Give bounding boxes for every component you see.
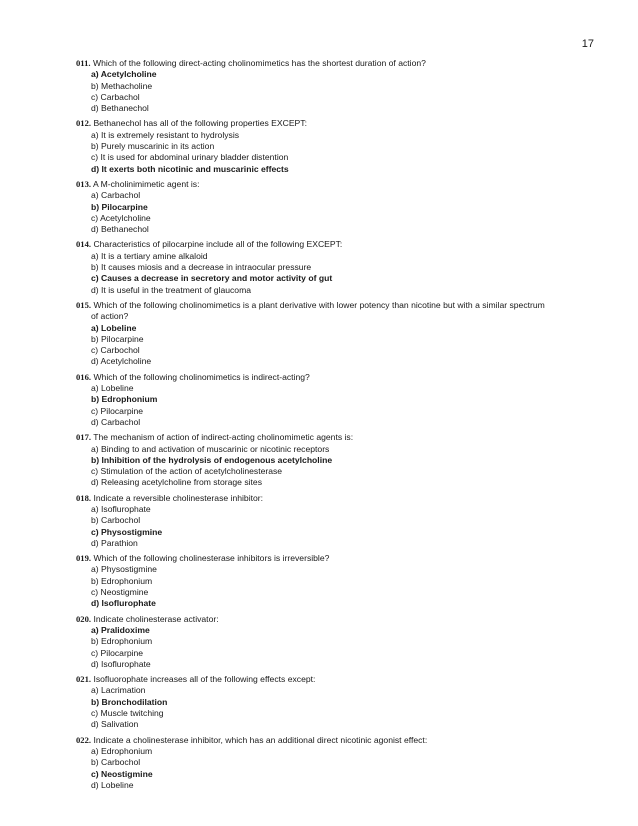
answer-option-correct: a) Acetylcholine — [91, 69, 157, 80]
question-block — [76, 674, 601, 730]
answer-option: b) Edrophonium — [91, 636, 153, 647]
question-line — [76, 239, 601, 250]
question-number: 020. — [76, 613, 92, 624]
question-line — [76, 118, 601, 129]
question-line — [76, 674, 601, 685]
question-block — [76, 239, 601, 295]
answer-option-correct: b) Edrophonium — [91, 394, 158, 405]
answer-options — [76, 323, 601, 368]
question-text: Characteristics of pilocarpine include all of the following EXCEPT: — [93, 239, 343, 250]
question-block — [76, 553, 601, 609]
answer-option: a) Carbachol — [91, 190, 141, 201]
answer-option-correct: c) Neostigmine — [91, 768, 153, 779]
answer-options — [76, 130, 601, 175]
answer-options — [76, 685, 601, 730]
answer-option: d) Lobeline — [91, 779, 134, 790]
answer-option: c) Acetylcholine — [91, 212, 151, 223]
answer-option-correct: c) Causes a decrease in secretory and motor activity of gut — [91, 273, 333, 284]
answer-option: a) It is a tertiary amine alkaloid — [91, 250, 208, 261]
answer-option: c) Muscle twitching — [91, 708, 164, 719]
question-block — [76, 493, 601, 549]
answer-options — [76, 504, 601, 549]
answer-option: c) Pilocarpine — [91, 405, 144, 416]
answer-option: a) Binding to and activation of muscarinic or nicotinic receptors — [91, 443, 330, 454]
answer-option: b) Carbochol — [91, 515, 141, 526]
question-number: 013. — [76, 178, 92, 189]
question-block — [76, 372, 601, 428]
answer-option-correct: b) Pilocarpine — [91, 201, 148, 212]
question-text: Bethanechol has all of the following properties EXCEPT: — [93, 118, 307, 129]
answer-option: c) Pilocarpine — [91, 647, 144, 658]
answer-option: b) Purely muscarinic in its action — [91, 141, 215, 152]
answer-option: d) Bethanechol — [91, 224, 149, 235]
answer-options — [76, 625, 601, 670]
question-line — [76, 179, 601, 190]
answer-option: d) It is useful in the treatment of glaucoma — [91, 284, 252, 295]
question-text: Indicate a reversible cholinesterase inhibitor: — [93, 492, 264, 503]
question-number: 021. — [76, 674, 92, 685]
answer-option-correct: b) Inhibition of the hydrolysis of endogenous acetylcholine — [91, 454, 333, 465]
question-text: The mechanism of action of indirect-acting cholinomimetic agents is: — [93, 432, 354, 443]
question-list — [76, 58, 601, 795]
answer-option: a) Lacrimation — [91, 685, 146, 696]
question-number: 019. — [76, 553, 92, 564]
answer-options — [76, 190, 601, 235]
answer-option: b) It causes miosis and a decrease in intraocular pressure — [91, 262, 312, 273]
question-text: Which of the following direct-acting cholinomimetics has the shortest duration of action? — [92, 58, 426, 68]
question-number: 016. — [76, 371, 92, 382]
question-text-continuation: of action? — [91, 311, 129, 322]
question-block — [76, 432, 601, 488]
answer-option: d) Carbachol — [91, 416, 141, 427]
answer-options — [76, 444, 601, 489]
question-line — [76, 614, 601, 625]
answer-option-correct: d) Isoflurophate — [91, 598, 156, 609]
answer-option: d) Releasing acetylcholine from storage sites — [91, 477, 263, 488]
question-block — [76, 300, 601, 368]
question-line — [76, 58, 601, 69]
question-number: 011. — [76, 58, 91, 68]
answer-option: d) Parathion — [91, 537, 138, 548]
answer-options — [76, 383, 601, 428]
answer-option: a) Lobeline — [91, 383, 134, 394]
answer-option: b) Carbochol — [91, 757, 141, 768]
question-text: Isofluorophate increases all of the following effects except: — [93, 674, 316, 685]
answer-option-correct: a) Lobeline — [91, 322, 137, 333]
question-line — [76, 553, 601, 564]
answer-option-correct: d) It exerts both nicotinic and muscarinic effects — [91, 163, 289, 174]
answer-option: d) Salivation — [91, 719, 139, 730]
question-number: 015. — [76, 299, 92, 310]
question-number: 017. — [76, 432, 92, 443]
answer-option: a) It is extremely resistant to hydrolysis — [91, 129, 240, 140]
question-block — [76, 179, 601, 235]
question-line — [76, 300, 601, 311]
answer-option-correct: c) Physostigmine — [91, 526, 163, 537]
question-number: 022. — [76, 734, 92, 745]
answer-option: b) Edrophonium — [91, 575, 153, 586]
question-text: Indicate cholinesterase activator: — [93, 613, 219, 624]
question-line — [76, 432, 601, 443]
answer-option: d) Bethanechol — [91, 103, 149, 114]
answer-options — [76, 251, 601, 296]
question-number: 018. — [76, 492, 92, 503]
question-block — [76, 58, 601, 114]
question-text: A M-cholinimimetic agent is: — [92, 178, 200, 189]
question-line — [76, 735, 601, 746]
question-number: 012. — [76, 118, 92, 129]
question-text: Which of the following cholinomimetics is indirect-acting? — [93, 371, 310, 382]
question-number: 014. — [76, 239, 92, 250]
answer-options — [76, 69, 601, 114]
question-text: Which of the following cholinesterase inhibitors is irreversible? — [93, 553, 330, 564]
page-number: 17 — [581, 38, 594, 50]
question-line — [76, 493, 601, 504]
question-line — [76, 372, 601, 383]
answer-option: d) Acetylcholine — [91, 356, 152, 367]
answer-option: a) Edrophonium — [91, 745, 153, 756]
answer-options — [76, 746, 601, 791]
answer-option: c) Neostigmine — [91, 587, 149, 598]
answer-options — [76, 564, 601, 609]
question-block — [76, 735, 601, 791]
answer-option: d) Isoflurophate — [91, 658, 151, 669]
answer-option: c) Stimulation of the action of acetylcholinesterase — [91, 466, 283, 477]
answer-option: c) Carbachol — [91, 91, 140, 102]
answer-option: a) Isoflurophate — [91, 503, 151, 514]
answer-option-correct: a) Pralidoxime — [91, 624, 150, 635]
answer-option: b) Pilocarpine — [91, 333, 144, 344]
answer-option: a) Physostigmine — [91, 564, 157, 575]
answer-option: c) Carbochol — [91, 345, 140, 356]
question-block — [76, 118, 601, 174]
answer-option-correct: b) Bronchodilation — [91, 696, 168, 707]
answer-option: c) It is used for abdominal urinary bladder distention — [91, 152, 289, 163]
question-text: Indicate a cholinesterase inhibitor, which has an additional direct nicotinic agonist effect: — [93, 734, 428, 745]
question-block — [76, 614, 601, 670]
answer-option: b) Methacholine — [91, 80, 153, 91]
question-text: Which of the following cholinomimetics is a plant derivative with lower potency than nicotine but with a similar spectrum — [93, 299, 545, 310]
